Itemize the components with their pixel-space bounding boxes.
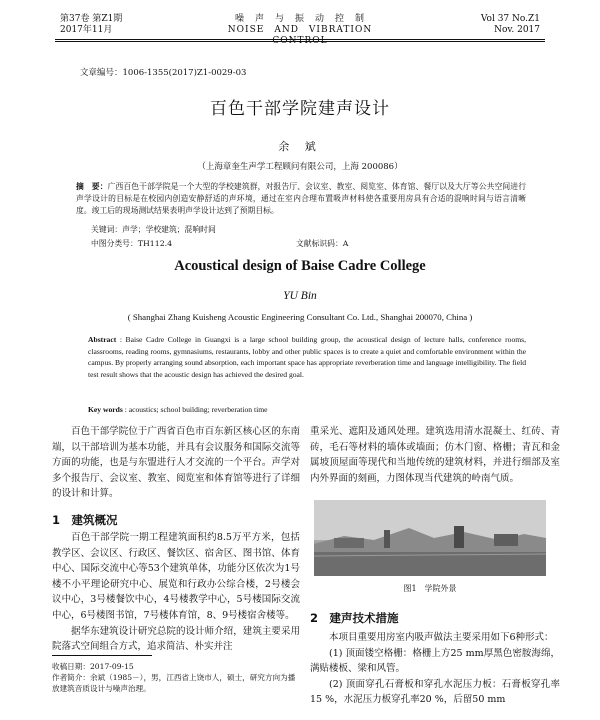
intro-paragraph-right: 重采光、遮阳及通风处理。建筑选用清水混凝土、红砖、青砖，毛石等材料的墙体或墙面；仿木门窗、格栅；青瓦和金属坡顶屋面等现代和当地传统的建筑材料，并进行细部及室内外界面的刻画，力图体现当代建筑的岭南气质。 [310,426,560,484]
section-2-heading: 2 建声技术措施 [310,611,399,625]
date-cn: 2017年11月 [60,25,113,35]
header-right [481,14,540,36]
abstract-cn [76,181,526,217]
keywords-en-text: : acoustics; school building; reverberation time [122,405,268,414]
received-date: 收稿日期：2017-09-15 [52,662,134,671]
abstract-en [88,334,526,380]
abstract-en-label: Abstract [88,335,117,344]
author-cn: 余 斌 [278,140,322,153]
date-en: Nov. 2017 [494,25,540,35]
affiliation-en: ( Shanghai Zhang Kuisheng Acoustic Engineering Consultant Co. Ltd., Shanghai 200070, China ) [127,312,473,322]
volume-cn: 第37卷 第Z1期 [60,14,123,24]
section-1-heading: 1 建筑概况 [52,513,118,527]
title-en: Acoustical design of Baise Cadre College [174,258,426,274]
keywords-en-label: Key words [88,405,123,414]
classification-cn: 中图分类号：TH112.4 [91,239,173,248]
section-2-body [310,630,560,708]
abstract-en-text: : Baise Cadre College in Guangxi is a large school building group, the acoustical design of lecture halls, conference rooms, classrooms, reading rooms, gymnasiums, restaurants, lobby and other public spaces is to create a quiet and comfortable environment within the campus. By properly arranging sound absorption, each important space has appropriate reverberation time and language intelligibility. The field test result shows that the acoustic design has achieved the desired goal. [88,335,526,379]
header-rule [55,39,545,42]
keywords-cn: 关键词：声学；学校建筑；混响时间 [91,225,216,234]
section-1-paragraph: 百色干部学院一期工程建筑面积约8.5万平方米，包括教学区、会议区、行政区、餐饮区、宿舍区、图书馆、体育中心、国际交流中心等53个建筑单体，功能分区依次为1号楼不小平理论研究中心、展览和行政办公综合楼，2号楼会议中心，3号楼餐饮中心，4号楼教学中心，5号楼国际交流中心，6号楼图书馆，7号楼体育馆，8、9号楼宿舍楼等。 [52,532,300,621]
article-number: 文章编号：1006-1355(2017)Z1-0029-03 [80,68,247,78]
running-header [0,14,600,44]
campus-exterior-photo [314,500,546,576]
affiliation-cn: （上海章奎生声学工程顾问有限公司，上海 200086） [197,162,403,172]
journal-name-en: NOISE AND VIBRATION CONTROL [227,25,383,46]
title-cn: 百色干部学院建声设计 [210,99,390,119]
volume-en: Vol 37 No.Z1 [480,14,540,24]
section-2-paragraph-3: (2) 顶面穿孔石膏板和穿孔水泥压力板：石膏板穿孔率15 %，水泥压力板穿孔率20 %，后留50 mm [310,678,560,706]
abstract-cn-label: 摘 要： [76,182,108,191]
figure-caption: 图1 学院外景 [403,584,457,593]
document-code-cn: 文献标识码：A [296,239,349,248]
intro-paragraph-left: 百色干部学院位于广西省百色市百东新区核心区的东南端，以干部培训为基本功能，并具有会议服务和国际交流等方面的功能，也是与东盟进行人才交流的一个平台。声学对多个报告厅、会议室、教室、阅览室和体育馆等进行了详细的设计和计算。 [52,426,300,500]
abstract-cn-text: 广西百色干部学院是一个大型的学校建筑群，对报告厅、会议室、教室、阅览室、体育馆、餐厅以及大厅等公共空间进行声学设计的目标是在校园内创造安静舒适的声环境，通过在室内合理布置吸声材料使各重要用房具有合适的混响时间与语言清晰度。竣工后的现场测试结果表明声学设计达到了预期目标。 [76,182,527,215]
section-2-paragraph-2: (1) 顶面镂空格栅：格栅上方25 mm厚黑色密胺海绵，满贴楼板、梁和风管。 [310,647,560,675]
footnote-rule [52,655,152,656]
header-center [200,14,400,47]
section-2-paragraph-1: 本项目重要用房室内吸声做法主要采用如下6种形式： [329,632,554,643]
header-left [60,14,122,36]
section-1-paragraph-2: 据华东建筑设计研究总院的设计师介绍，建筑主要采用院落式空间组合方式，追求简洁、朴实并注 [52,625,300,653]
author-bio: 作者简介：余斌（1985－），男，江西省上饶市人，硕士，研究方向为播放建筑音质设计与噪声治理。 [52,673,296,693]
keywords-en [88,405,267,414]
author-en: YU Bin [283,290,317,302]
footnote [52,661,302,694]
section-1-body [52,530,300,655]
journal-name-cn: 噪 声 与 振 动 控 制 [234,14,365,24]
